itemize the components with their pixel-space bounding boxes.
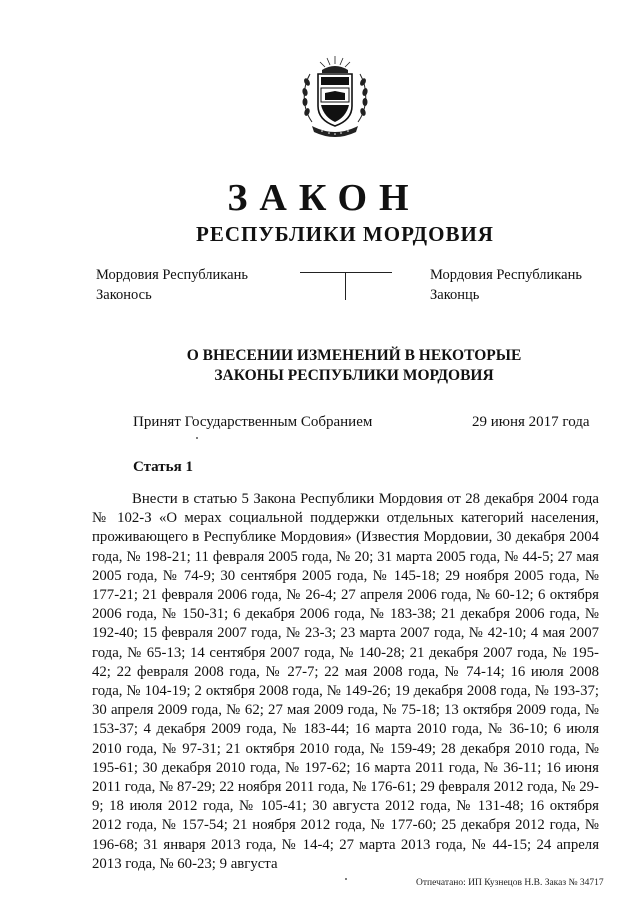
article-heading: Статья 1: [133, 459, 193, 475]
document-title-line2: ЗАКОНЫ РЕСПУБЛИКИ МОРДОВИЯ: [214, 367, 494, 384]
article-body: Внести в статью 5 Закона Республики Мордовия от 28 декабря 2004 года № 102-З «О мерах социальной поддержки отдельных категорий населения, проживающего в Республике Мордовия» (Известия Мордовии, 30 декабря 2004 года, № 198-21; 11 февраля 2005 года, № 20; 31 марта 2005 года, № 44-5; 27 мая 2005 года, № 74-9; 30 сентября 2005 года, № 145-18; 29 ноября 2005 года, № 177-21; 21 февраля 2006 года, № 26-4; 27 апреля 2006 года, № 60-12; 6 октября 2006 года, № 150-31; 6 декабря 2006 года, № 183-38; 21 декабря 2006 года, № 192-40; 15 февраля 2007 года, № 23-3; 23 марта 2007 года, № 42-10; 4 мая 2007 года, № 65-13; 14 сентября 2007 года, № 140-28; 21 декабря 2007 года, № 195-42; 22 февраля 2008 года, № 27-7; 22 мая 2008 года, № 74-14; 16 июля 2008 года, № 104-19; 2 октября 2008 года, № 149-26; 19 декабря 2008 года, № 193-37; 30 апреля 2009 года, № 62; 27 мая 2009 года, № 75-18; 13 октября 2009 года, № 153-37; 4 декабря 2009 года, № 183-44; 16 марта 2010 года, № 36-10; 6 июля 2010 года, № 97-31; 21 октября 2010 года, № 159-49; 28 декабря 2010 года, № 195-61; 30 декабря 2010 года, № 197-62; 16 марта 2011 года, № 36-11; 16 июня 2011 года, № 87-29; 22 ноября 2011 года, № 176-61; 29 февраля 2012 года, № 29-9; 18 июля 2012 года, № 105-41; 30 августа 2012 года, № 131-48; 16 октября 2012 года, № 157-54; 21 ноября 2012 года, № 177-60; 25 декабря 2012 года, № 196-68; 31 января 2013 года, № 14-4; 27 марта 2013 года, № 44-15; 24 апреля 2013 года, № 60-23; 9 августа: [92, 491, 599, 872]
moksha-label-line2: Законось: [96, 287, 152, 303]
law-heading: ЗАКОН: [227, 177, 421, 219]
document-title-line1: О ВНЕСЕНИИ ИЗМЕНЕНИЙ В НЕКОТОРЫЕ: [186, 347, 522, 364]
republic-heading: РЕСПУБЛИКИ МОРДОВИЯ: [196, 222, 494, 246]
header-divider-horizontal: [300, 272, 392, 273]
moksha-label-line1: Мордовия Республикань: [96, 267, 248, 283]
scan-speck: [345, 878, 347, 880]
adoption-date: 29 июня 2017 года: [472, 414, 590, 430]
printer-note: Отпечатано: ИП Кузнецов Н.В. Заказ № 34717: [416, 878, 604, 888]
document-title: [0, 346, 640, 386]
erzya-label: [430, 265, 582, 305]
erzya-label-line1: Мордовия Республикань: [430, 267, 582, 283]
moksha-label: [96, 265, 248, 305]
erzya-label-line2: Законць: [430, 287, 480, 303]
header-divider-vertical: [345, 272, 346, 300]
adopted-by: Принят Государственным Собранием: [133, 414, 373, 430]
coat-of-arms-icon: [298, 52, 372, 138]
scan-speck: [196, 437, 198, 439]
